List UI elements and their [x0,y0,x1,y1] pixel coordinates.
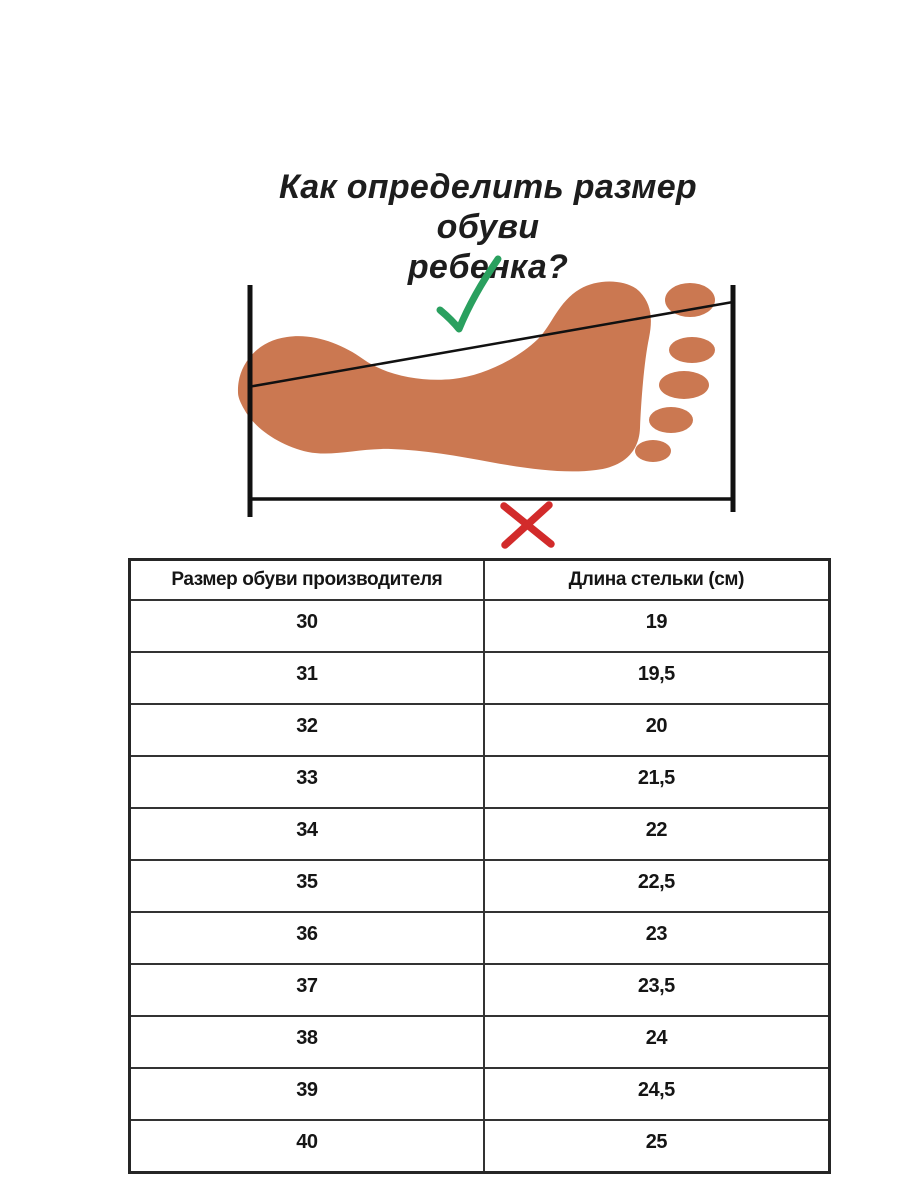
cross-icon [504,505,551,545]
foot-measurement-diagram [230,250,750,570]
table-cell: 31 [130,652,484,704]
table-cell: 22,5 [484,860,830,912]
table-cell: 19 [484,600,830,652]
table-cell: 32 [130,704,484,756]
table-cell: 20 [484,704,830,756]
table-cell: 30 [130,600,484,652]
table-cell: 33 [130,756,484,808]
table-row [130,860,830,912]
toe-oval-4 [649,407,693,433]
table-cell: 23,5 [484,964,830,1016]
table-cell: 19,5 [484,652,830,704]
table-header-row [130,560,830,601]
table-cell: 38 [130,1016,484,1068]
table-row [130,1120,830,1173]
size-table-body [130,600,830,1173]
table-cell: 23 [484,912,830,964]
table-cell: 35 [130,860,484,912]
table-row [130,600,830,652]
table-row [130,912,830,964]
table-cell: 37 [130,964,484,1016]
table-cell: 24,5 [484,1068,830,1120]
shoe-size-table [128,558,831,1174]
toe-oval-2 [669,337,715,363]
table-header-insole-length: Длина стельки (см) [484,560,830,601]
table-row [130,652,830,704]
toe-oval-5 [635,440,671,462]
table-cell: 39 [130,1068,484,1120]
table-cell: 21,5 [484,756,830,808]
toe-oval-3 [659,371,709,399]
table-row [130,1068,830,1120]
title-line-1: Как определить размер обуви [279,168,697,246]
table-row [130,756,830,808]
check-icon [440,259,498,329]
title-line-2: ребенка? [407,248,569,286]
table-cell: 34 [130,808,484,860]
table-row [130,964,830,1016]
table-cell: 40 [130,1120,484,1173]
table-row [130,808,830,860]
table-cell: 36 [130,912,484,964]
table-header-manufacturer-size: Размер обуви производителя [130,560,484,601]
table-cell: 25 [484,1120,830,1173]
table-cell: 22 [484,808,830,860]
table-cell: 24 [484,1016,830,1068]
table-row [130,1016,830,1068]
table-row [130,704,830,756]
